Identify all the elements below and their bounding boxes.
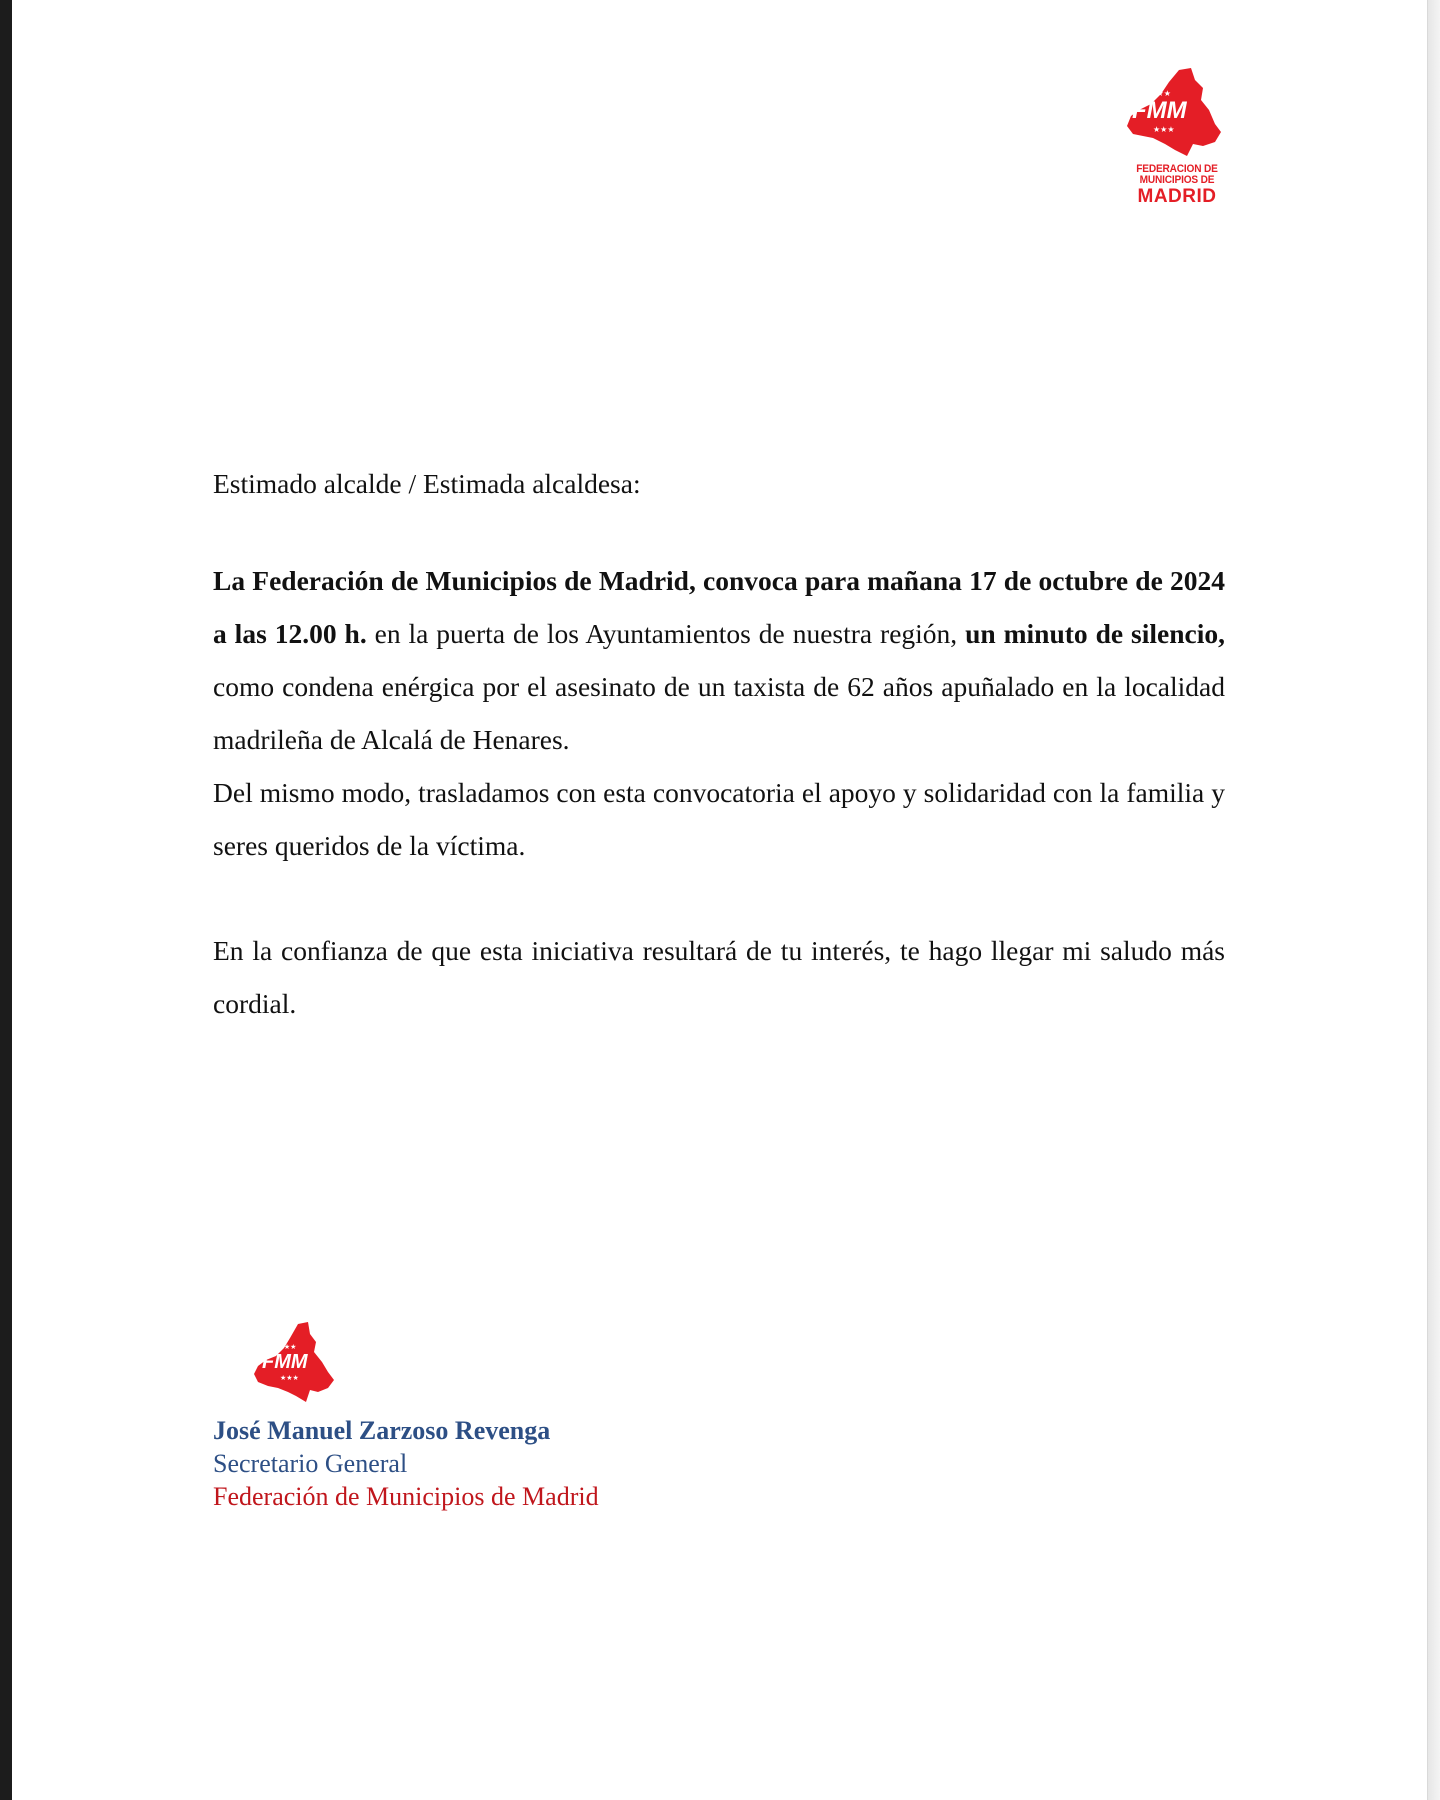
svg-text:★★★: ★★★ — [1153, 125, 1175, 134]
paragraph-convocation — [213, 554, 1225, 766]
signature-block — [213, 1414, 599, 1513]
page-edge — [1428, 0, 1440, 1800]
signature-logo — [250, 1320, 342, 1412]
svg-text:★★★★★: ★★★★★ — [1135, 89, 1171, 98]
logo-caption-line3: MADRID — [1137, 186, 1217, 207]
document-page — [12, 0, 1428, 1800]
fmm-logo-mark: FMM — [1132, 97, 1187, 124]
signatory-role: Secretario General — [213, 1449, 408, 1478]
svg-text:★★★★★: ★★★★★ — [265, 1344, 297, 1351]
fmm-madrid-region-logo-icon — [1117, 66, 1237, 164]
convocation-text-1: en la puerta de los Ayuntamientos de nuestra región, — [366, 618, 966, 649]
convocation-text-2: como condena enérgica por el asesinato de un taxista de 62 años apuñalado en la localidad madrileña de Alcalá de Henares. — [213, 671, 1225, 755]
salutation: Estimado alcalde / Estimada alcaldesa: — [213, 468, 641, 499]
fmm-signature-logo-icon — [250, 1320, 342, 1412]
logo-caption — [1117, 164, 1237, 206]
paragraph-solidarity: Del mismo modo, trasladamos con esta convocatoria el apoyo y solidaridad con la familia y seres queridos de la víctima. — [213, 777, 1225, 861]
svg-text:★★★: ★★★ — [280, 1375, 299, 1382]
paragraph-closing: En la confianza de que esta iniciativa resultará de tu interés, te hago llegar mi saludo más cordial. — [213, 935, 1225, 1019]
logo-caption-line1: FEDERACION DE — [1136, 163, 1218, 175]
minute-of-silence-bold: un minuto de silencio, — [965, 618, 1225, 649]
signature-logo-mark: FMM — [262, 1351, 308, 1373]
fmm-header-logo — [1117, 66, 1237, 216]
letter-body — [213, 460, 1225, 1030]
signatory-organization: Federación de Municipios de Madrid — [213, 1482, 599, 1511]
logo-caption-line2: MUNICIPIOS DE — [1139, 174, 1215, 186]
signatory-name: José Manuel Zarzoso Revenga — [213, 1416, 551, 1445]
convocation-bold-text: La Federación de Municipios de Madrid, convoca para mañana 17 de octubre de 2024 a las 12.00 h. — [213, 565, 1225, 649]
